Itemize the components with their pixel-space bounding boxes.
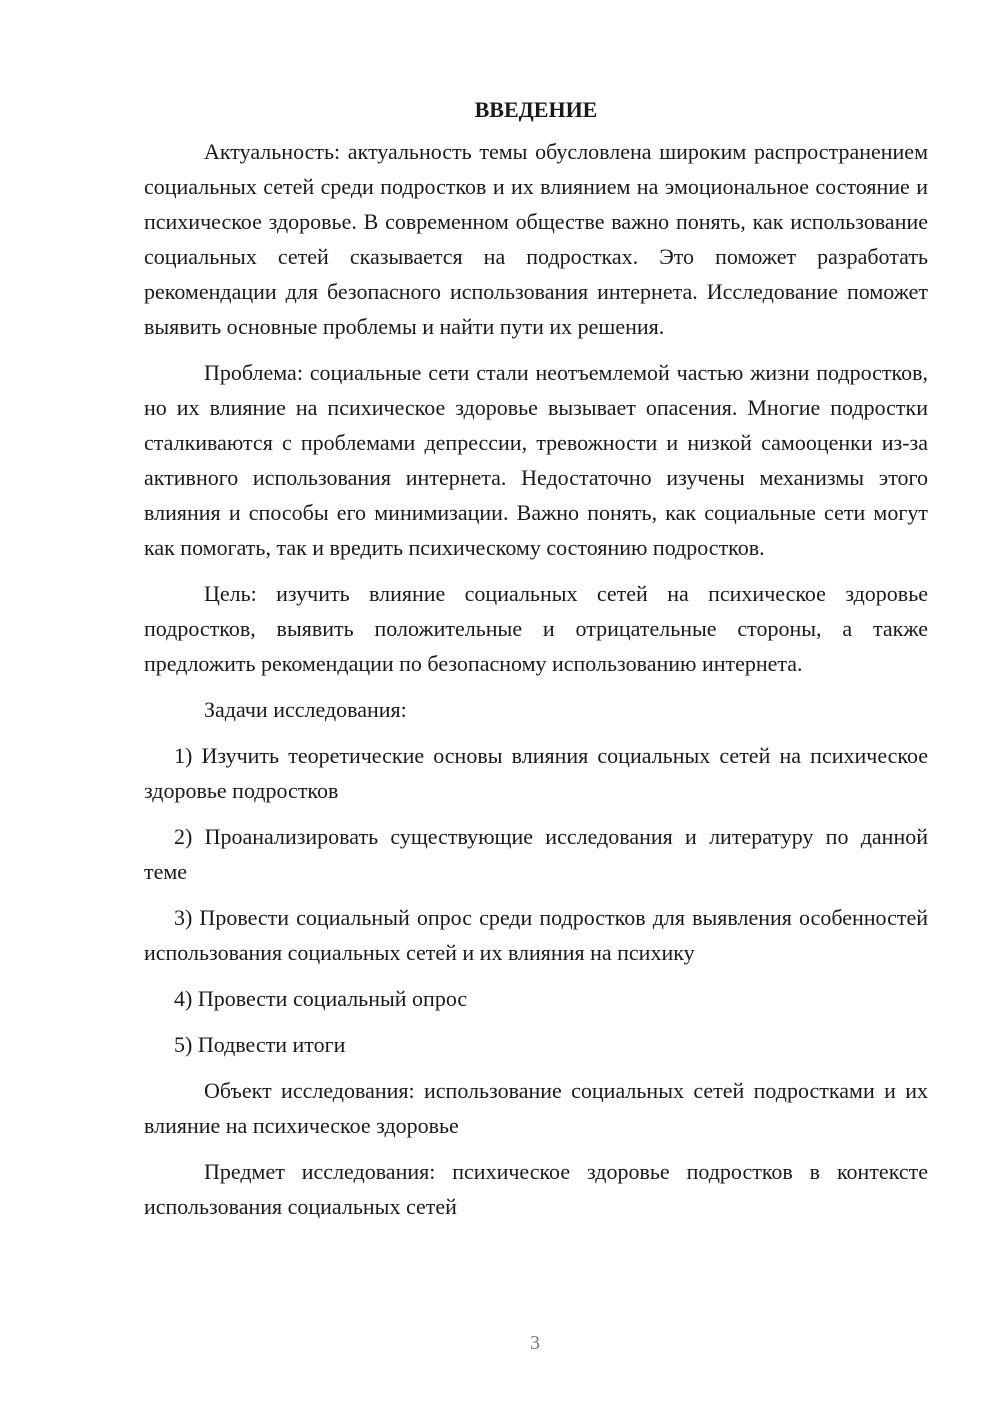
section-title: ВВЕДЕНИЕ	[474, 97, 598, 122]
relevance-paragraph: Актуальность: актуальность темы обусловлена широким распространением социальных сетей среди подростков и их влиянием на эмоциональное состояние и психическое здоровье. В современном обществе важно понять, как использование социальных сетей сказывается на подростках. Это поможет разработать рекомендации для безопасного использования интернета. Исследование поможет выявить основные проблемы и найти пути их решения.	[144, 139, 928, 339]
problem-paragraph: Проблема: социальные сети стали неотъемлемой частью жизни подростков, но их влияние на психическое здоровье вызывает опасения. Многие подростки сталкиваются с проблемами депрессии, тревожности и низкой самооценки из-за активного использования интернета. Недостаточно изучены механизмы этого влияния и способы его минимизации. Важно понять, как социальные сети могут как помогать, так и вредить психическому состоянию подростков.	[144, 360, 928, 560]
tasks-heading: Задачи исследования:	[204, 697, 407, 722]
goal-paragraph: Цель: изучить влияние социальных сетей на психическое здоровье подростков, выявить положительные и отрицательные стороны, а также предложить рекомендации по безопасному использованию интернета.	[144, 581, 928, 676]
task-item: 4) Провести социальный опрос	[174, 986, 468, 1011]
page-content	[144, 92, 928, 1224]
task-item: 1) Изучить теоретические основы влияния социальных сетей на психическое здоровье подростков	[144, 743, 928, 803]
task-item: 5) Подвести итоги	[174, 1032, 346, 1057]
page-number: 3	[530, 1332, 540, 1354]
research-subject-paragraph: Предмет исследования: психическое здоровье подростков в контексте использования социальных сетей	[144, 1159, 928, 1219]
research-object-paragraph: Объект исследования: использование социальных сетей подростками и их влияние на психическое здоровье	[144, 1078, 928, 1138]
task-item: 3) Провести социальный опрос среди подростков для выявления особенностей использования социальных сетей и их влияния на психику	[144, 905, 928, 965]
task-item: 2) Проанализировать существующие исследования и литературу по данной теме	[144, 824, 928, 884]
